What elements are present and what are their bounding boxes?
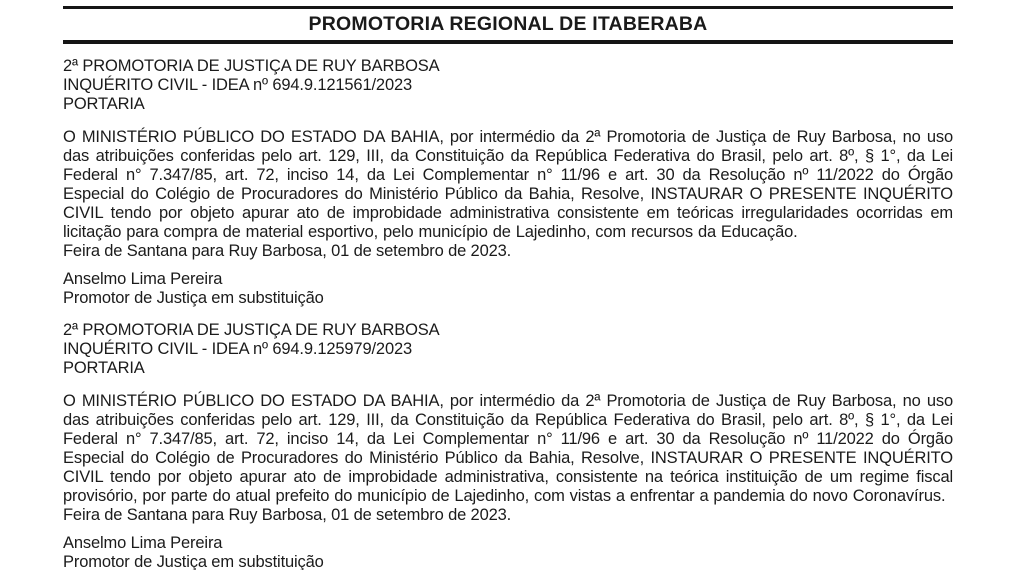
document-page — [63, 6, 953, 570]
case-ref-line: INQUÉRITO CIVIL - IDEA nº 694.9.125979/2023 — [63, 340, 413, 358]
doc-type-line: PORTARIA — [63, 359, 145, 377]
signature-name: Anselmo Lima Pereira — [63, 534, 223, 552]
page-title: PROMOTORIA REGIONAL DE ITABERABA — [308, 13, 708, 35]
signature-name: Anselmo Lima Pereira — [63, 270, 223, 288]
document-title-banner — [63, 6, 953, 44]
portaria-body: O MINISTÉRIO PÚBLICO DO ESTADO DA BAHIA, por intermédio da 2ª Promotoria de Justiça de Ruy Barbosa, no uso das atribuições conferidas pelo art. 129, III, da Constituição da República Federativa do Brasil, pelo art. 8º, § 1°, da Lei Federal n° 7.347/85, art. 72, inciso 14, da Lei Complementar n° 11/96 e art. 30 da Resolução nº 11/2022 do Órgão Especial do Colégio de Procuradores do Ministério Público da Bahia, Resolve, INSTAURAR O PRESENTE INQUÉRITO CIVIL tendo por objeto apurar ato de improbidade administrativa, consistente na teórica instituição de um regime fiscal provisório, por parte do atual prefeito do município de Lajedinho, com vistas a enfrentar a pandemia do novo Coronavírus. — [63, 392, 953, 505]
doc-type-line: PORTARIA — [63, 95, 145, 113]
signature-role: Promotor de Justiça em substituição — [63, 289, 324, 307]
case-ref-line: INQUÉRITO CIVIL - IDEA nº 694.9.121561/2023 — [63, 76, 413, 94]
signature-role: Promotor de Justiça em substituição — [63, 553, 324, 570]
portaria-section-2 — [63, 321, 953, 570]
signature-block — [63, 534, 953, 570]
office-line: 2ª PROMOTORIA DE JUSTIÇA DE RUY BARBOSA — [63, 57, 440, 75]
office-line: 2ª PROMOTORIA DE JUSTIÇA DE RUY BARBOSA — [63, 321, 440, 339]
dateline: Feira de Santana para Ruy Barbosa, 01 de setembro de 2023. — [63, 506, 512, 524]
portaria-section-1 — [63, 57, 953, 308]
signature-block — [63, 270, 953, 308]
portaria-body: O MINISTÉRIO PÚBLICO DO ESTADO DA BAHIA, por intermédio da 2ª Promotoria de Justiça de Ruy Barbosa, no uso das atribuições conferidas pelo art. 129, III, da Constituição da República Federativa do Brasil, pelo art. 8º, § 1°, da Lei Federal n° 7.347/85, art. 72, inciso 14, da Lei Complementar n° 11/96 e art. 30 da Resolução nº 11/2022 do Órgão Especial do Colégio de Procuradores do Ministério Público da Bahia, Resolve, INSTAURAR O PRESENTE INQUÉRITO CIVIL tendo por objeto apurar ato de improbidade administrativa consistente em teóricas irregularidades ocorridas em licitação para compra de material esportivo, pelo município de Lajedinho, com recursos da Educação. — [63, 128, 953, 241]
dateline: Feira de Santana para Ruy Barbosa, 01 de setembro de 2023. — [63, 242, 512, 260]
